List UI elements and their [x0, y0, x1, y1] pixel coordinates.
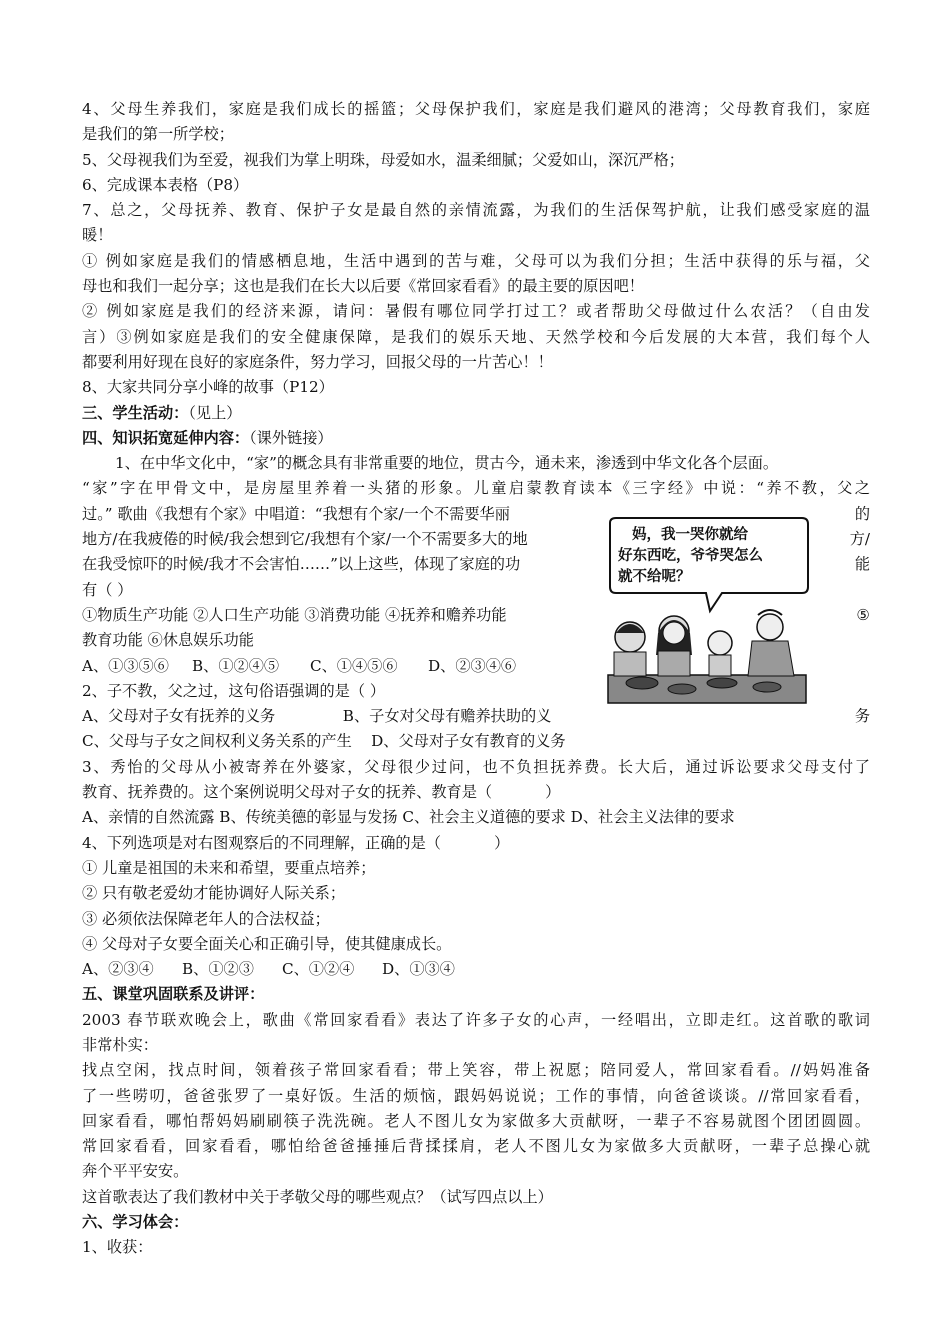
bubble-line: 就不给呢？	[618, 569, 691, 585]
text-line: 这首歌表达了我们教材中关于孝敬父母的哪些观点？（试写四点以上）	[82, 1187, 553, 1206]
text-left: 在我受惊吓的时候/我才不会害怕……”以上这些，体现了家庭的功	[82, 555, 521, 574]
text-left: ①物质生产功能 ②人口生产功能 ③消费功能 ④抚养和赡养功能	[82, 605, 507, 624]
text-line: 1、在中华文化中，“家”的概念具有非常重要的地位，贯古今，通未来，渗透到中华文化各个层面。	[115, 454, 779, 473]
text-line: ④ 父母对子女要全面关心和正确引导，使其健康成长。	[82, 934, 452, 953]
text-line: 母也和我们一起分享；这也是我们在长大以后要《常回家看看》的最主要的原因吧！	[82, 277, 644, 296]
text-right: 务	[854, 707, 870, 726]
option-c: C、①④⑤⑥	[310, 656, 398, 675]
text-line: 是我们的第一所学校；	[82, 125, 234, 144]
text-line: 非常朴实：	[82, 1035, 158, 1054]
section-heading-5: 五、课堂巩固联系及讲评：	[82, 985, 265, 1004]
text-line: 了一些唠叨，爸爸张罗了一桌好饭。生活的烦恼，跟妈妈说说；工作的事情，向爸爸谈谈。//常回家看看，	[82, 1086, 870, 1105]
text-line: 2003 春节联欢晚会上，歌曲《常回家看看》表达了许多子女的心声，一经唱出，立即走红。这首歌的歌词	[82, 1010, 870, 1029]
text-line: ② 只有敬老爱幼才能协调好人际关系；	[82, 884, 346, 903]
text-line: ③ 必须依法保障老年人的合法权益；	[82, 909, 330, 928]
text-line: 4、下列选项是对右图观察后的不同理解，正确的是（ ）	[82, 833, 510, 852]
text-line: A、亲情的自然流露 B、传统美德的彰显与发扬 C、社会主义道德的要求 D、社会主义法律的要求	[82, 808, 735, 827]
text-line: “家”字在甲骨文中，是房屋里养着一头猪的形象。儿童启蒙教育读本《三字经》中说：“养不教，父之	[82, 479, 870, 498]
text-line: 4、父母生养我们，家庭是我们成长的摇篮；父母保护我们，家庭是我们避风的港湾；父母教育我们，家庭	[82, 100, 870, 118]
option-d: D、①③④	[382, 960, 455, 979]
text-line: 教育功能 ⑥休息娱乐功能	[82, 631, 254, 650]
option-b: B、①②③	[182, 960, 254, 979]
text-line: 找点空闲，找点时间，领着孩子常回家看看；带上笑容，带上祝愿；陪同爱人，常回家看看。//妈妈准备	[82, 1061, 870, 1080]
text-left: A、父母对子女有抚养的义务 B、子女对父母有赡养扶助的义	[82, 707, 552, 726]
text-line: 3、秀怡的父母从小被寄养在外婆家，父母很少过问，也不负担抚养费。长大后，通过诉讼要求父母支付了	[82, 757, 870, 776]
text-line: 暖！	[82, 226, 113, 245]
heading-text: 三、学生活动：	[82, 403, 189, 422]
text-line: 常回家看看，回家看看，哪怕给爸爸捶捶后背揉揉肩，老人不图儿女为家做多大贡献呀，一辈子总操心就	[82, 1137, 870, 1156]
option-b: B、①②④⑤	[192, 656, 280, 675]
text-line: 1、收获：	[82, 1238, 153, 1257]
text-line: 教育、抚养费的。这个案例说明父母对子女的抚养、教育是（ ）	[82, 783, 561, 802]
text-line: ① 例如家庭是我们的情感栖息地，生活中遇到的苦与难，父母可以为我们分担；生活中获得的乐与福，父	[82, 251, 870, 270]
text-line: 8、大家共同分享小峰的故事（P12）	[82, 378, 334, 397]
section-heading-4	[82, 426, 870, 451]
text-line: ② 例如家庭是我们的经济来源，请问：暑假有哪位同学打过工？或者帮助父母做过什么农活？（自由发	[82, 302, 870, 321]
text-line: 奔个平平安安。	[82, 1162, 189, 1181]
section-heading-6: 六、学习体会：	[82, 1213, 189, 1232]
option-a: A、①③⑤⑥	[82, 656, 169, 675]
bubble-line: 好东西吃，爷爷哭怎么	[618, 548, 763, 564]
text-line: 回家看看，哪怕帮妈妈刷刷筷子洗洗碗。老人不图儿女为家做多大贡献呀，一辈子不容易就图个团团圆圆。	[82, 1111, 870, 1130]
option-a: A、②③④	[82, 960, 154, 979]
text-line: 都要利用好现在良好的家庭条件，努力学习，回报父母的一片苦心！！	[82, 352, 553, 371]
text-line: 言）③例如家庭是我们的安全健康保障，是我们的娱乐天地、天然学校和今后发展的大本营，我们每个人	[82, 327, 870, 346]
text-right: 的	[854, 504, 870, 523]
text-right: 能	[854, 555, 870, 574]
text-left: 地方/在我疲倦的时候/我会想到它/我想有个家/一个不需要多大的地	[82, 530, 528, 549]
text-line: 有（ ）	[82, 580, 133, 599]
text-line: ① 儿童是祖国的未来和希望，要重点培养；	[82, 858, 376, 877]
text-right: 方/	[849, 530, 870, 549]
text-line: 6、完成课本表格（P8）	[82, 175, 249, 194]
heading-text: 四、知识拓宽延伸内容：	[82, 428, 250, 447]
family-dinner-cartoon	[602, 515, 812, 709]
heading-note: （课外链接）	[249, 428, 333, 447]
text-line: 5、父母视我们为至爱，视我们为掌上明珠，母爱如水，温柔细腻；父爱如山，深沉严格；	[82, 150, 684, 169]
section-heading-3	[82, 401, 870, 426]
options-line	[82, 957, 870, 982]
bubble-line: 妈，我一哭你就给	[632, 527, 748, 543]
text-line: 7、总之，父母抚养、教育、保护子女是最自然的亲情流露，为我们的生活保驾护航，让我们感受家庭的温	[82, 201, 870, 220]
option-d: D、②③④⑥	[428, 656, 517, 675]
text-left: 过。” 歌曲《我想有个家》中唱道：“我想有个家/一个不需要华丽	[82, 504, 510, 523]
text-line: C、父母与子女之间权利义务关系的产生 D、父母对子女有教育的义务	[82, 732, 566, 751]
option-c: C、①②④	[282, 960, 355, 979]
text-right: ⑤	[856, 605, 870, 624]
text-line: 2、子不教，父之过，这句俗语强调的是（ ）	[82, 681, 386, 700]
heading-note: （见上）	[188, 403, 242, 422]
